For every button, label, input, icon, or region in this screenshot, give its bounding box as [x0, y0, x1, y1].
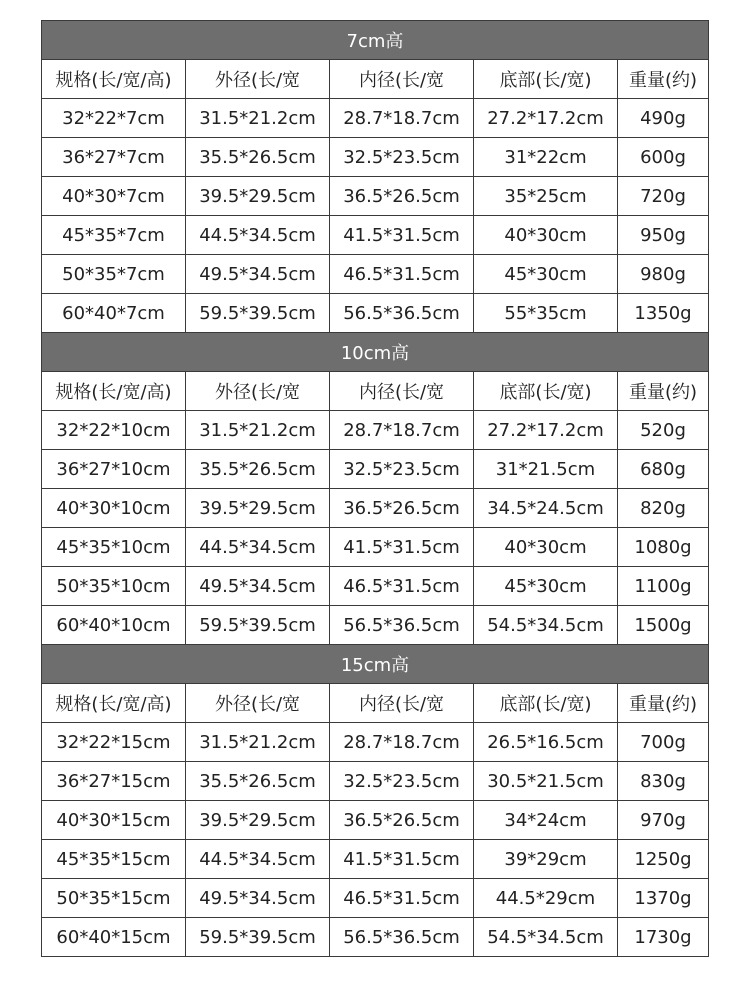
table-row	[42, 918, 709, 957]
cell-inner: 28.7*18.7cm	[330, 99, 474, 138]
cell-bottom: 40*30cm	[474, 216, 618, 255]
cell-outer: 49.5*34.5cm	[186, 879, 330, 918]
cell-inner: 28.7*18.7cm	[330, 723, 474, 762]
cell-inner: 46.5*31.5cm	[330, 567, 474, 606]
cell-outer: 39.5*29.5cm	[186, 489, 330, 528]
cell-inner: 41.5*31.5cm	[330, 840, 474, 879]
table-row	[42, 489, 709, 528]
column-header-inner: 内径(长/宽	[330, 372, 474, 411]
column-header-outer: 外径(长/宽	[186, 684, 330, 723]
column-header-bottom: 底部(长/宽)	[474, 372, 618, 411]
section-title: 7cm高	[42, 21, 709, 60]
column-header-spec: 规格(长/宽/高)	[42, 684, 186, 723]
cell-bottom: 54.5*34.5cm	[474, 606, 618, 645]
section-title: 10cm高	[42, 333, 709, 372]
column-header-weight: 重量(约)	[618, 60, 709, 99]
cell-weight: 1080g	[618, 528, 709, 567]
cell-outer: 59.5*39.5cm	[186, 294, 330, 333]
cell-inner: 41.5*31.5cm	[330, 528, 474, 567]
cell-spec: 40*30*10cm	[42, 489, 186, 528]
cell-spec: 50*35*10cm	[42, 567, 186, 606]
cell-weight: 600g	[618, 138, 709, 177]
cell-spec: 45*35*10cm	[42, 528, 186, 567]
cell-outer: 44.5*34.5cm	[186, 216, 330, 255]
cell-spec: 45*35*7cm	[42, 216, 186, 255]
cell-weight: 700g	[618, 723, 709, 762]
cell-bottom: 44.5*29cm	[474, 879, 618, 918]
table-row	[42, 255, 709, 294]
cell-outer: 49.5*34.5cm	[186, 567, 330, 606]
column-header-weight: 重量(约)	[618, 372, 709, 411]
cell-bottom: 45*30cm	[474, 567, 618, 606]
section-title: 15cm高	[42, 645, 709, 684]
column-header-weight: 重量(约)	[618, 684, 709, 723]
cell-weight: 1730g	[618, 918, 709, 957]
cell-outer: 31.5*21.2cm	[186, 411, 330, 450]
cell-spec: 36*27*7cm	[42, 138, 186, 177]
cell-spec: 40*30*7cm	[42, 177, 186, 216]
size-spec-table	[41, 20, 709, 957]
column-header-row	[42, 60, 709, 99]
cell-spec: 32*22*7cm	[42, 99, 186, 138]
cell-weight: 980g	[618, 255, 709, 294]
table-row	[42, 294, 709, 333]
cell-spec: 45*35*15cm	[42, 840, 186, 879]
table-body	[42, 21, 709, 957]
column-header-row	[42, 684, 709, 723]
cell-spec: 60*40*10cm	[42, 606, 186, 645]
cell-bottom: 26.5*16.5cm	[474, 723, 618, 762]
cell-spec: 32*22*15cm	[42, 723, 186, 762]
size-spec-table-container	[41, 20, 708, 957]
cell-weight: 830g	[618, 762, 709, 801]
table-row	[42, 177, 709, 216]
column-header-outer: 外径(长/宽	[186, 372, 330, 411]
cell-bottom: 35*25cm	[474, 177, 618, 216]
cell-spec: 50*35*7cm	[42, 255, 186, 294]
cell-inner: 56.5*36.5cm	[330, 606, 474, 645]
cell-outer: 35.5*26.5cm	[186, 450, 330, 489]
table-row	[42, 840, 709, 879]
cell-spec: 32*22*10cm	[42, 411, 186, 450]
cell-spec: 50*35*15cm	[42, 879, 186, 918]
cell-bottom: 39*29cm	[474, 840, 618, 879]
cell-inner: 28.7*18.7cm	[330, 411, 474, 450]
table-row	[42, 216, 709, 255]
cell-spec: 60*40*7cm	[42, 294, 186, 333]
cell-weight: 970g	[618, 801, 709, 840]
cell-inner: 46.5*31.5cm	[330, 879, 474, 918]
cell-bottom: 27.2*17.2cm	[474, 99, 618, 138]
cell-outer: 39.5*29.5cm	[186, 801, 330, 840]
column-header-inner: 内径(长/宽	[330, 60, 474, 99]
cell-weight: 1250g	[618, 840, 709, 879]
cell-weight: 1370g	[618, 879, 709, 918]
table-row	[42, 411, 709, 450]
cell-inner: 56.5*36.5cm	[330, 918, 474, 957]
cell-inner: 46.5*31.5cm	[330, 255, 474, 294]
table-row	[42, 879, 709, 918]
cell-spec: 60*40*15cm	[42, 918, 186, 957]
cell-outer: 31.5*21.2cm	[186, 723, 330, 762]
cell-inner: 36.5*26.5cm	[330, 489, 474, 528]
cell-bottom: 55*35cm	[474, 294, 618, 333]
cell-outer: 35.5*26.5cm	[186, 762, 330, 801]
cell-weight: 680g	[618, 450, 709, 489]
table-row	[42, 606, 709, 645]
column-header-bottom: 底部(长/宽)	[474, 60, 618, 99]
cell-inner: 36.5*26.5cm	[330, 801, 474, 840]
table-row	[42, 801, 709, 840]
table-row	[42, 138, 709, 177]
cell-outer: 44.5*34.5cm	[186, 528, 330, 567]
table-row	[42, 528, 709, 567]
cell-outer: 35.5*26.5cm	[186, 138, 330, 177]
cell-outer: 59.5*39.5cm	[186, 918, 330, 957]
section-header-row	[42, 333, 709, 372]
cell-spec: 36*27*10cm	[42, 450, 186, 489]
section-header-row	[42, 21, 709, 60]
cell-outer: 59.5*39.5cm	[186, 606, 330, 645]
cell-weight: 1500g	[618, 606, 709, 645]
table-row	[42, 762, 709, 801]
table-row	[42, 450, 709, 489]
cell-bottom: 34.5*24.5cm	[474, 489, 618, 528]
cell-bottom: 27.2*17.2cm	[474, 411, 618, 450]
table-row	[42, 99, 709, 138]
cell-bottom: 40*30cm	[474, 528, 618, 567]
cell-inner: 32.5*23.5cm	[330, 450, 474, 489]
cell-spec: 36*27*15cm	[42, 762, 186, 801]
cell-inner: 56.5*36.5cm	[330, 294, 474, 333]
column-header-bottom: 底部(长/宽)	[474, 684, 618, 723]
cell-weight: 950g	[618, 216, 709, 255]
cell-bottom: 54.5*34.5cm	[474, 918, 618, 957]
cell-outer: 44.5*34.5cm	[186, 840, 330, 879]
cell-weight: 720g	[618, 177, 709, 216]
cell-weight: 1350g	[618, 294, 709, 333]
cell-inner: 32.5*23.5cm	[330, 138, 474, 177]
cell-bottom: 31*22cm	[474, 138, 618, 177]
cell-weight: 520g	[618, 411, 709, 450]
column-header-inner: 内径(长/宽	[330, 684, 474, 723]
cell-bottom: 34*24cm	[474, 801, 618, 840]
column-header-spec: 规格(长/宽/高)	[42, 60, 186, 99]
cell-bottom: 45*30cm	[474, 255, 618, 294]
cell-weight: 490g	[618, 99, 709, 138]
column-header-outer: 外径(长/宽	[186, 60, 330, 99]
section-header-row	[42, 645, 709, 684]
table-row	[42, 723, 709, 762]
cell-outer: 31.5*21.2cm	[186, 99, 330, 138]
cell-spec: 40*30*15cm	[42, 801, 186, 840]
cell-bottom: 30.5*21.5cm	[474, 762, 618, 801]
table-row	[42, 567, 709, 606]
cell-bottom: 31*21.5cm	[474, 450, 618, 489]
column-header-spec: 规格(长/宽/高)	[42, 372, 186, 411]
cell-outer: 49.5*34.5cm	[186, 255, 330, 294]
cell-outer: 39.5*29.5cm	[186, 177, 330, 216]
cell-inner: 41.5*31.5cm	[330, 216, 474, 255]
cell-inner: 36.5*26.5cm	[330, 177, 474, 216]
cell-weight: 1100g	[618, 567, 709, 606]
cell-inner: 32.5*23.5cm	[330, 762, 474, 801]
column-header-row	[42, 372, 709, 411]
cell-weight: 820g	[618, 489, 709, 528]
